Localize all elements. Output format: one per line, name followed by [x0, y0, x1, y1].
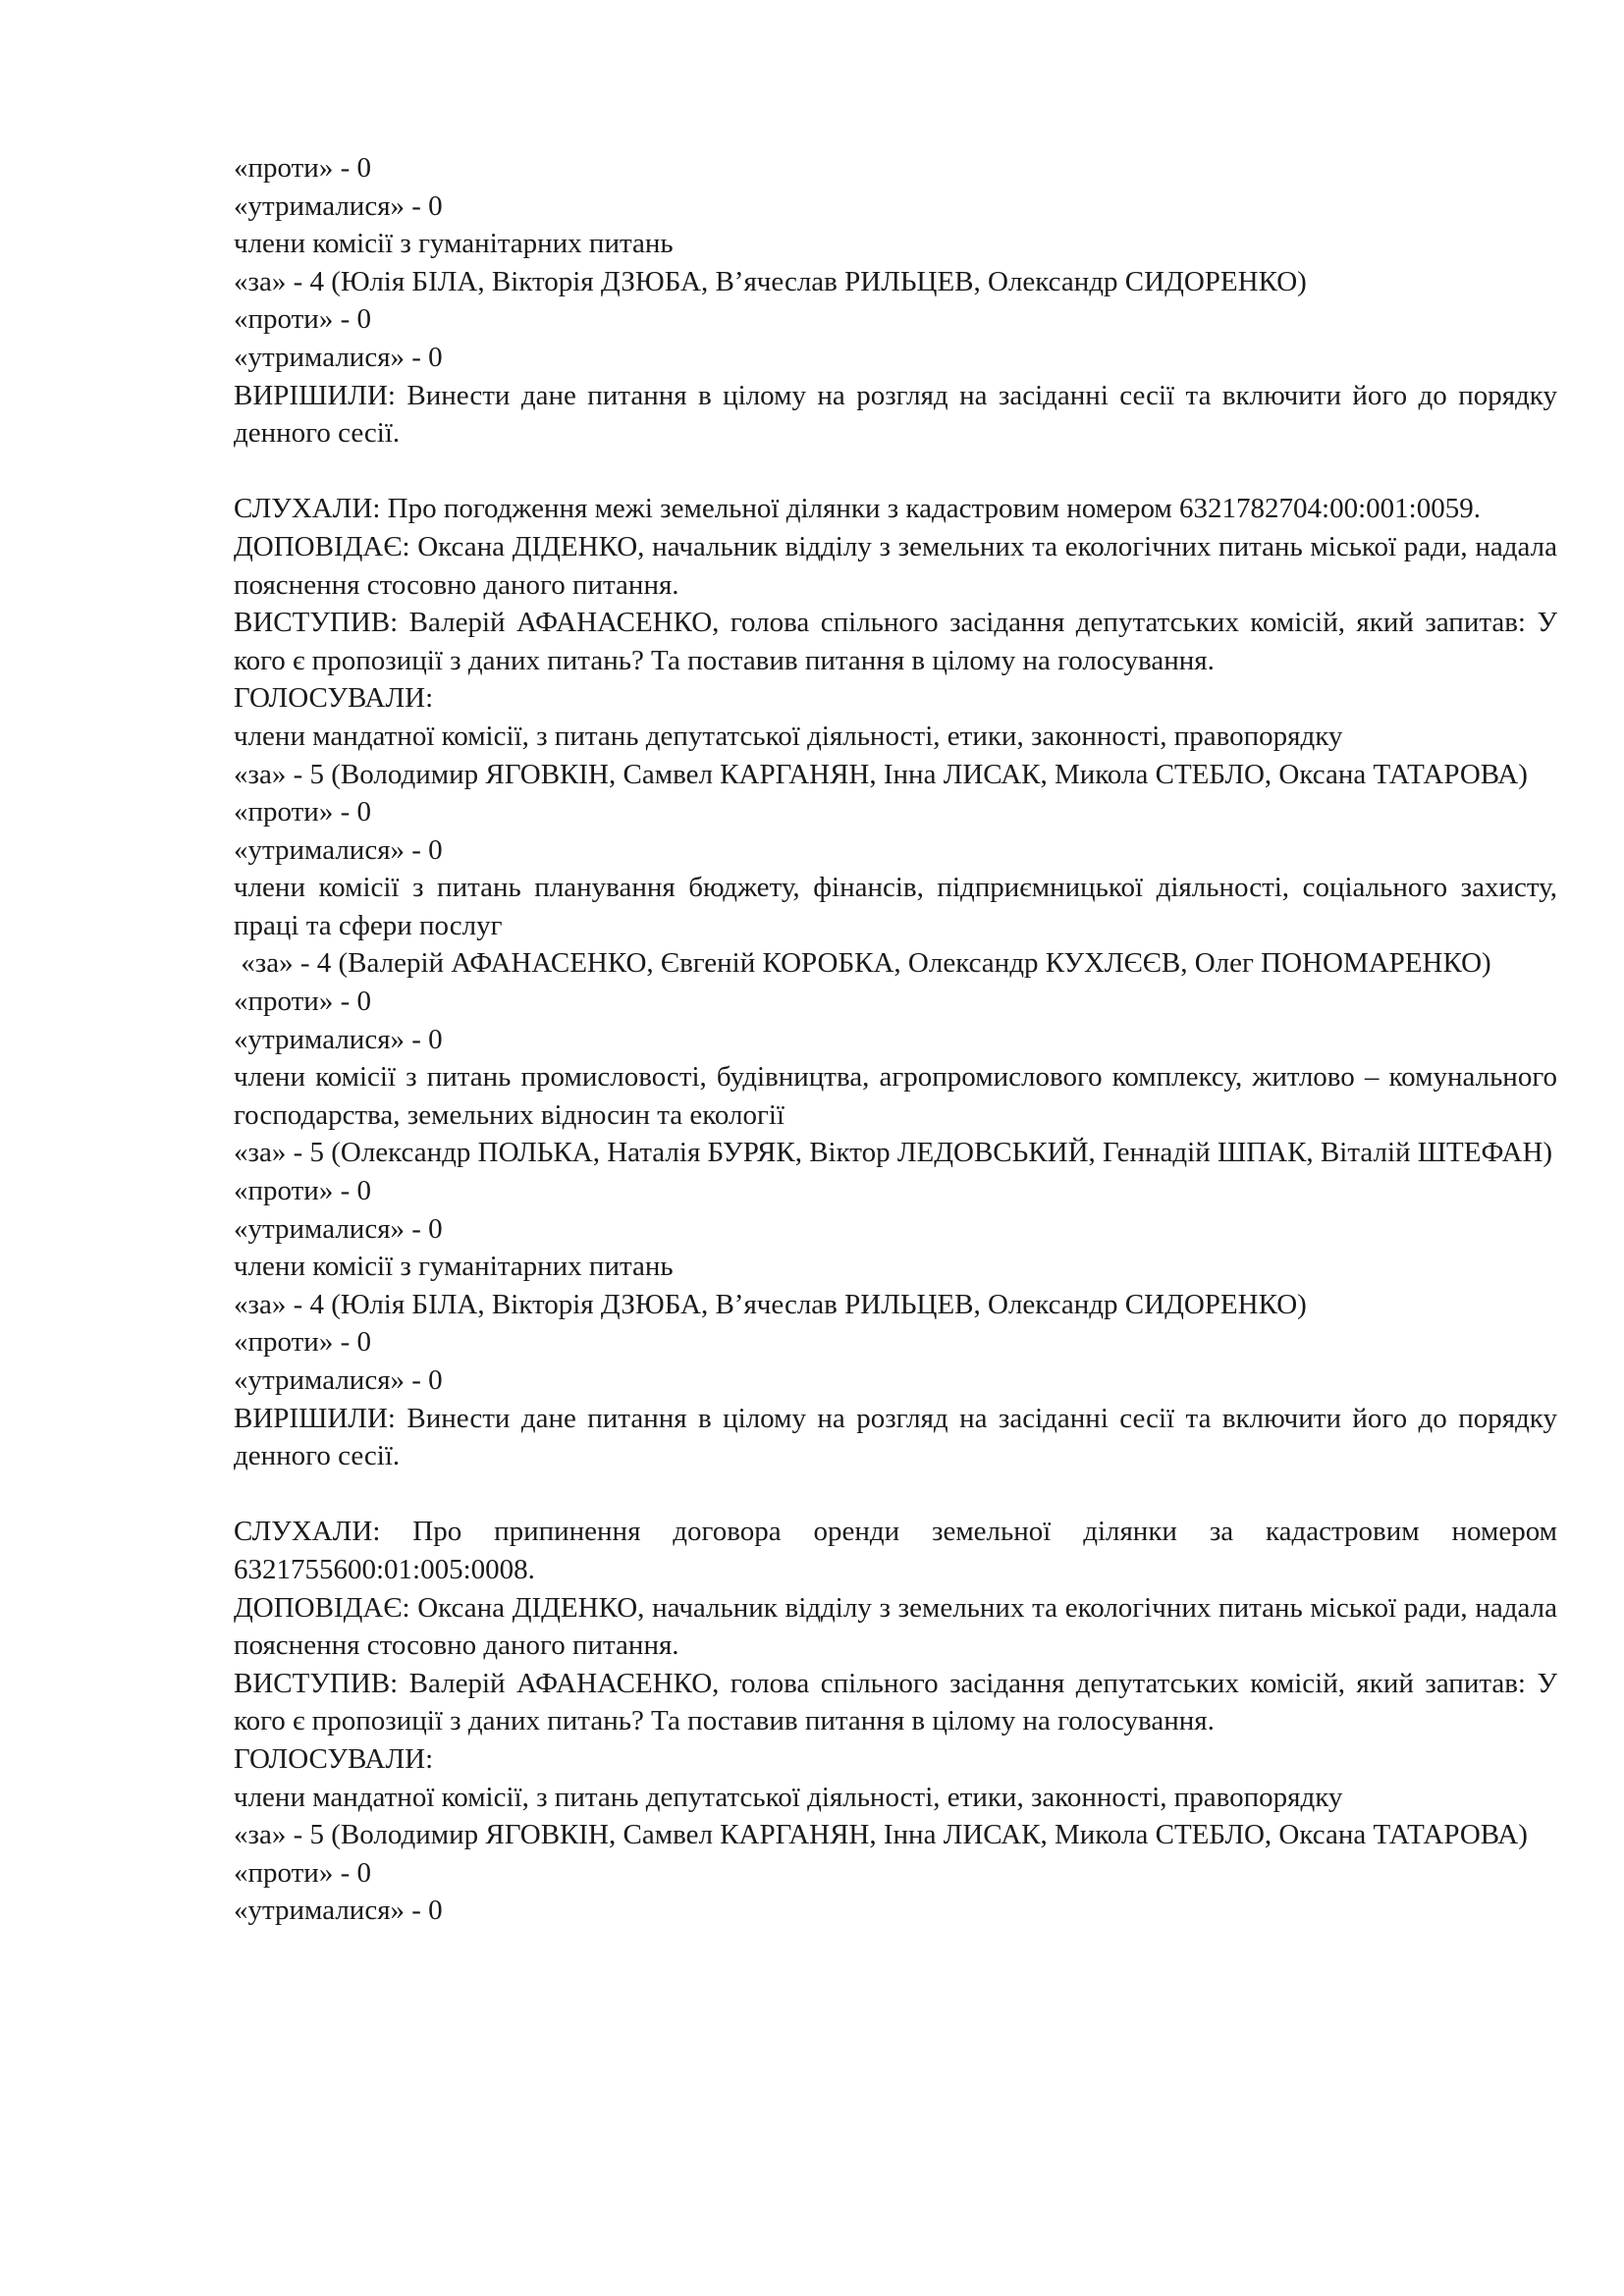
commission-humanitarian: члени комісії з гуманітарних питань [234, 1251, 674, 1283]
vote-against: «проти» - 0 [234, 986, 371, 1018]
vote-against: «проти» - 0 [234, 1175, 371, 1207]
commission-mandate: члени мандатної комісії, з питань депутатської діяльності, етики, законності, правопорядку [234, 720, 1343, 752]
vote-abstained: «утрималися» - 0 [234, 1212, 443, 1245]
vote-abstained: «утрималися» - 0 [234, 833, 443, 866]
vote-for: «за» - 5 (Олександр ПОЛЬКА, Наталія БУРЯК, Віктор ЛЕДОВСЬКИЙ, Геннадій ШПАК, Віталій ШТЕФАН) [234, 1137, 1553, 1169]
heard-item: СЛУХАЛИ: Про погодження межі земельної ділянки з кадастровим номером 6321782704:00:001:0059. [234, 493, 1481, 525]
commission-humanitarian: члени комісії з гуманітарних питань [234, 228, 674, 260]
reporter: ДОПОВІДАЄ: Оксана ДІДЕНКО, начальник відділу з земельних та екологічних питань міської ради, надала пояснення стосовно даного питання. [234, 530, 1557, 601]
heard-item: СЛУХАЛИ: Про припинення договора оренди земельної ділянки за кадастровим номером 6321755600:01:005:0008. [234, 1516, 1557, 1585]
commission-industry: члени комісії з питань промисловості, будівництва, агропромислового комплексу, житлово – комунального господарства, земельних відносин та екології [234, 1061, 1557, 1131]
vote-abstained: «утрималися» - 0 [234, 1895, 443, 1927]
speaker: ВИСТУПИВ: Валерій АФАНАСЕНКО, голова спільного засідання депутатських комісій, який запитав: У кого є пропозиції з даних питань? Та поставив питання в цілому на голосування. [234, 1667, 1557, 1737]
vote-against: «проти» - 0 [234, 152, 371, 184]
vote-for: «за» - 4 (Юлія БІЛА, Вікторія ДЗЮБА, В’ячеслав РИЛЬЦЕВ, Олександр СИДОРЕНКО) [234, 265, 1307, 297]
speaker: ВИСТУПИВ: Валерій АФАНАСЕНКО, голова спільного засідання депутатських комісій, який запитав: У кого є пропозиції з даних питань? Та поставив питання в цілому на голосування. [234, 607, 1557, 676]
commission-mandate: члени мандатної комісії, з питань депутатської діяльності, етики, законності, правопорядку [234, 1781, 1343, 1813]
voted-heading: ГОЛОСУВАЛИ: [234, 682, 434, 715]
vote-against: «проти» - 0 [234, 1856, 371, 1889]
decision: ВИРІШИЛИ: Винести дане питання в цілому на розгляд на засіданні сесії та включити його до порядку денного сесії. [234, 379, 1557, 450]
vote-abstained: «утрималися» - 0 [234, 1364, 443, 1396]
vote-abstained: «утрималися» - 0 [234, 341, 443, 373]
vote-for: «за» - 4 (Юлія БІЛА, Вікторія ДЗЮБА, В’ячеслав РИЛЬЦЕВ, Олександр СИДОРЕНКО) [234, 1288, 1307, 1320]
vote-abstained: «утрималися» - 0 [234, 189, 443, 222]
section-gap [234, 1475, 1557, 1514]
voted-heading: ГОЛОСУВАЛИ: [234, 1742, 434, 1775]
vote-for: «за» - 4 (Валерій АФАНАСЕНКО, Євгеній КОРОБКА, Олександр КУХЛЄЄВ, Олег ПОНОМАРЕНКО) [234, 947, 1491, 980]
vote-against: «проти» - 0 [234, 796, 371, 828]
vote-for: «за» - 5 (Володимир ЯГОВКІН, Самвел КАРГАНЯН, Інна ЛИСАК, Микола СТЕБЛО, Оксана ТАТАРОВА) [234, 758, 1528, 790]
commission-budget: члени комісії з питань планування бюджету, фінансів, підприємницької діяльності, соціального захисту, праці та сфери послуг [234, 872, 1557, 941]
document-page [234, 149, 1557, 1930]
reporter: ДОПОВІДАЄ: Оксана ДІДЕНКО, начальник відділу з земельних та екологічних питань міської ради, надала пояснення стосовно даного питання. [234, 1591, 1557, 1662]
section-gap [234, 453, 1557, 491]
vote-for: «за» - 5 (Володимир ЯГОВКІН, Самвел КАРГАНЯН, Інна ЛИСАК, Микола СТЕБЛО, Оксана ТАТАРОВА) [234, 1819, 1528, 1851]
vote-against: «проти» - 0 [234, 1326, 371, 1359]
vote-against: «проти» - 0 [234, 303, 371, 336]
vote-abstained: «утрималися» - 0 [234, 1023, 443, 1055]
decision: ВИРІШИЛИ: Винести дане питання в цілому на розгляд на засіданні сесії та включити його до порядку денного сесії. [234, 1402, 1557, 1472]
